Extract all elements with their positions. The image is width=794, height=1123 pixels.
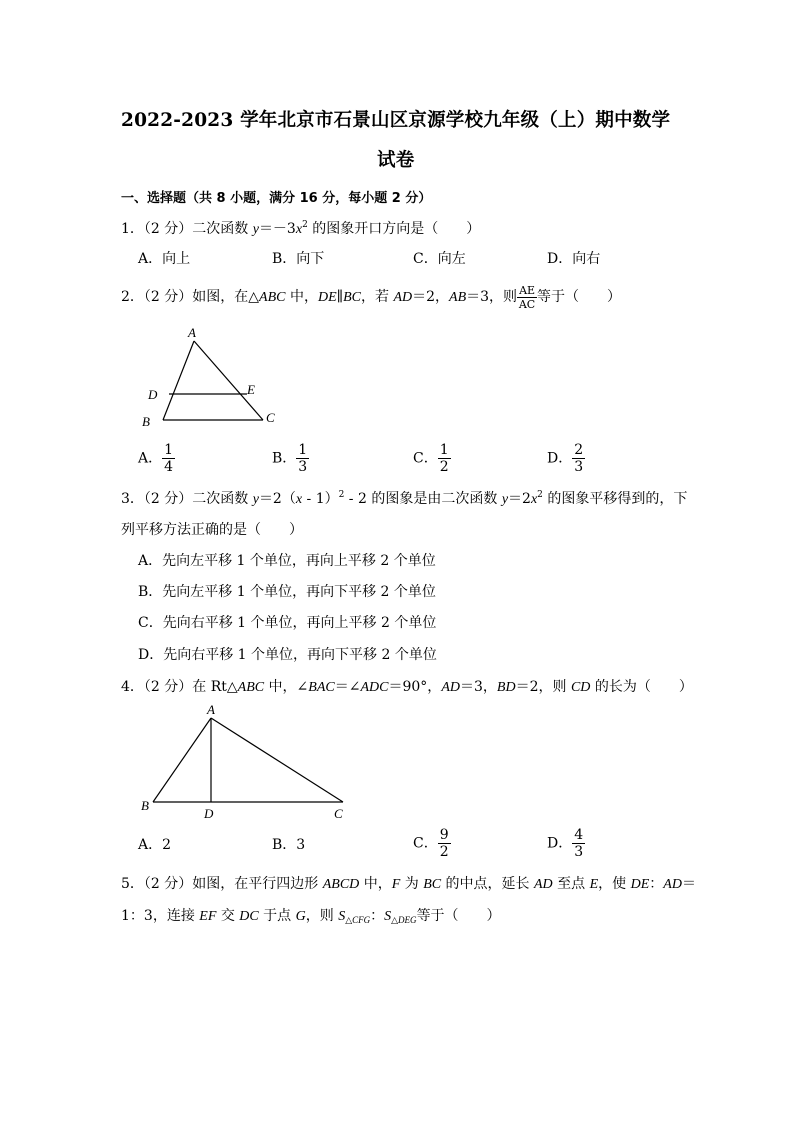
question-3: 3．（2 分）二次函数 y＝2（x - 1）$^2$ - 2 的图象是由二次函数 $y=2x^2$ 的图象平移得到的，下 [121,490,688,507]
label-b: B [142,414,150,429]
triangle-figure-q2 [135,322,285,434]
q4-option-a: A．2 [138,837,172,853]
q1-option-c: C．向左 [413,251,466,267]
q4-option-b: B．3 [272,837,306,853]
q3-option-d: D．先向右平移 1 个单位，再向下平移 2 个单位 [138,647,437,663]
label-a: A [207,702,215,717]
triangle-figure-q4 [135,700,355,824]
question-4: 4．（2 分）在 Rt△ABC 中，∠BAC＝∠ADC＝90°，AD＝3，BD＝2，则 CD 的长为（ ） [121,679,693,695]
side-ac [194,341,263,420]
q2-fraction: $\frac{AE}{AC}$ [518,283,536,311]
question-3-line2: 列平移方法正确的是（ ） [121,522,303,538]
q3-option-a: A．先向左平移 1 个单位，再向上平移 2 个单位 [138,553,436,569]
side-ac [211,718,343,802]
side-ab [163,341,194,420]
label-c: C [266,410,275,425]
q3-option-c: C．先向右平移 1 个单位，再向上平移 2 个单位 [138,615,437,631]
q2-option-a: A． $\frac{1}{4}$ [138,442,174,475]
page-title-line2: 试卷 [377,150,415,171]
q3-option-b: B．先向左平移 1 个单位，再向下平移 2 个单位 [138,584,436,600]
q2-option-d: D． $\frac{2}{3}$ [547,442,584,475]
label-b: B [141,798,149,813]
q1-option-b: B．向下 [272,251,325,267]
label-d: D [148,387,158,402]
label-c: C [334,806,343,821]
question-5: 5．（2 分）如图，在平行四边形 ABCD 中，F 为 BC 的中点，延长 AD 至点 E，使 DE：AD＝ [121,876,696,892]
section-header: 一、选择题（共 8 小题，满分 16 分，每小题 2 分） [121,191,432,206]
q1-option-a: A．向上 [138,251,191,267]
q4-option-d: D． $\frac{4}{3}$ [547,827,584,860]
side-ab [153,718,211,802]
q4-option-c: C． $\frac{9}{2}$ [413,827,449,860]
q2-option-b: B． $\frac{1}{3}$ [272,442,308,475]
label-e: E [247,382,255,397]
q1-option-d: D．向右 [547,251,601,267]
page-title: 2022-2023 学年北京市石景山区京源学校九年级（上）期中数学 [121,110,671,131]
q2-option-c: C． $\frac{1}{2}$ [413,442,449,475]
question-5-line2: 1：3，连接 EF 交 DC 于点 G，则 $S_{\triangle CFG}$：$S_{\triangle DEG}$等于（ ） [121,908,501,925]
label-d: D [204,806,214,821]
question-2: 2．（2 分）如图，在△ABC 中，DE∥BC，若 AD＝2，AB＝3，则 $\frac{AE}{AC}$ 等于（ ） [121,283,622,311]
question-1: 1．（2 分）二次函数 $y=-3x^2$ 的图象开口方向是（ ） [121,220,481,237]
label-a: A [188,325,196,340]
